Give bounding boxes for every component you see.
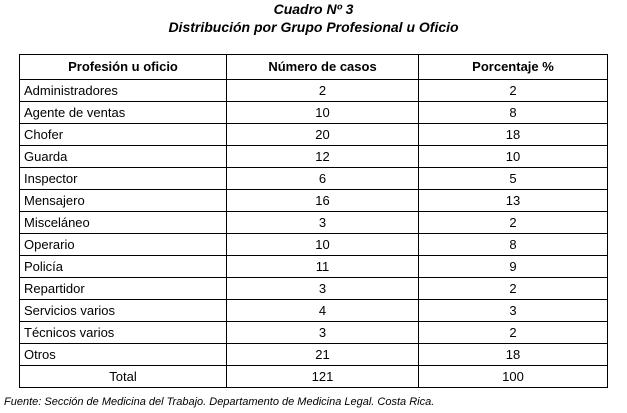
table-row [20, 300, 608, 322]
cell-porcentaje: 2 [419, 322, 608, 344]
total-label: Total [20, 366, 227, 388]
cell-porcentaje: 8 [419, 234, 608, 256]
total-porcentaje: 100 [419, 366, 608, 388]
cell-profesion: Técnicos varios [20, 322, 227, 344]
cell-casos: 10 [227, 234, 419, 256]
cell-porcentaje: 2 [419, 212, 608, 234]
cell-casos: 21 [227, 344, 419, 366]
table-caption-subtitle: Distribución por Grupo Profesional u Oficio [168, 19, 459, 35]
cell-casos: 10 [227, 102, 419, 124]
table-row [20, 124, 608, 146]
cell-profesion: Agente de ventas [20, 102, 227, 124]
cell-profesion: Policía [20, 256, 227, 278]
cell-porcentaje: 18 [419, 124, 608, 146]
profession-distribution-table [19, 54, 608, 388]
table-row [20, 256, 608, 278]
cell-porcentaje: 2 [419, 80, 608, 102]
table-header-row [20, 55, 608, 80]
cell-casos: 16 [227, 190, 419, 212]
cell-profesion: Misceláneo [20, 212, 227, 234]
cell-profesion: Chofer [20, 124, 227, 146]
cell-porcentaje: 9 [419, 256, 608, 278]
cell-porcentaje: 2 [419, 278, 608, 300]
cell-casos: 3 [227, 212, 419, 234]
cell-casos: 11 [227, 256, 419, 278]
table-row [20, 234, 608, 256]
cell-profesion: Administradores [20, 80, 227, 102]
cell-casos: 12 [227, 146, 419, 168]
total-casos: 121 [227, 366, 419, 388]
cell-profesion: Operario [20, 234, 227, 256]
table-row [20, 102, 608, 124]
cell-porcentaje: 18 [419, 344, 608, 366]
table-row [20, 190, 608, 212]
table-row [20, 322, 608, 344]
cell-porcentaje: 13 [419, 190, 608, 212]
cell-casos: 20 [227, 124, 419, 146]
table-row [20, 344, 608, 366]
cell-profesion: Otros [20, 344, 227, 366]
table-row [20, 168, 608, 190]
cell-profesion: Inspector [20, 168, 227, 190]
source-note: Fuente: Sección de Medicina del Trabajo. Departamento de Medicina Legal. Costa Rica. [4, 396, 435, 408]
table-caption-title: Cuadro Nº 3 [273, 1, 354, 17]
cell-casos: 3 [227, 278, 419, 300]
table-row [20, 80, 608, 102]
table-total-row [20, 366, 608, 388]
table-row [20, 146, 608, 168]
header-porcentaje: Porcentaje % [419, 55, 608, 80]
cell-casos: 4 [227, 300, 419, 322]
cell-casos: 3 [227, 322, 419, 344]
header-profesion: Profesión u oficio [20, 55, 227, 80]
cell-profesion: Repartidor [20, 278, 227, 300]
cell-profesion: Guarda [20, 146, 227, 168]
cell-casos: 6 [227, 168, 419, 190]
cell-casos: 2 [227, 80, 419, 102]
cell-porcentaje: 3 [419, 300, 608, 322]
cell-profesion: Servicios varios [20, 300, 227, 322]
cell-porcentaje: 8 [419, 102, 608, 124]
header-casos: Número de casos [227, 55, 419, 80]
cell-porcentaje: 10 [419, 146, 608, 168]
cell-profesion: Mensajero [20, 190, 227, 212]
table-row [20, 212, 608, 234]
table-row [20, 278, 608, 300]
cell-porcentaje: 5 [419, 168, 608, 190]
